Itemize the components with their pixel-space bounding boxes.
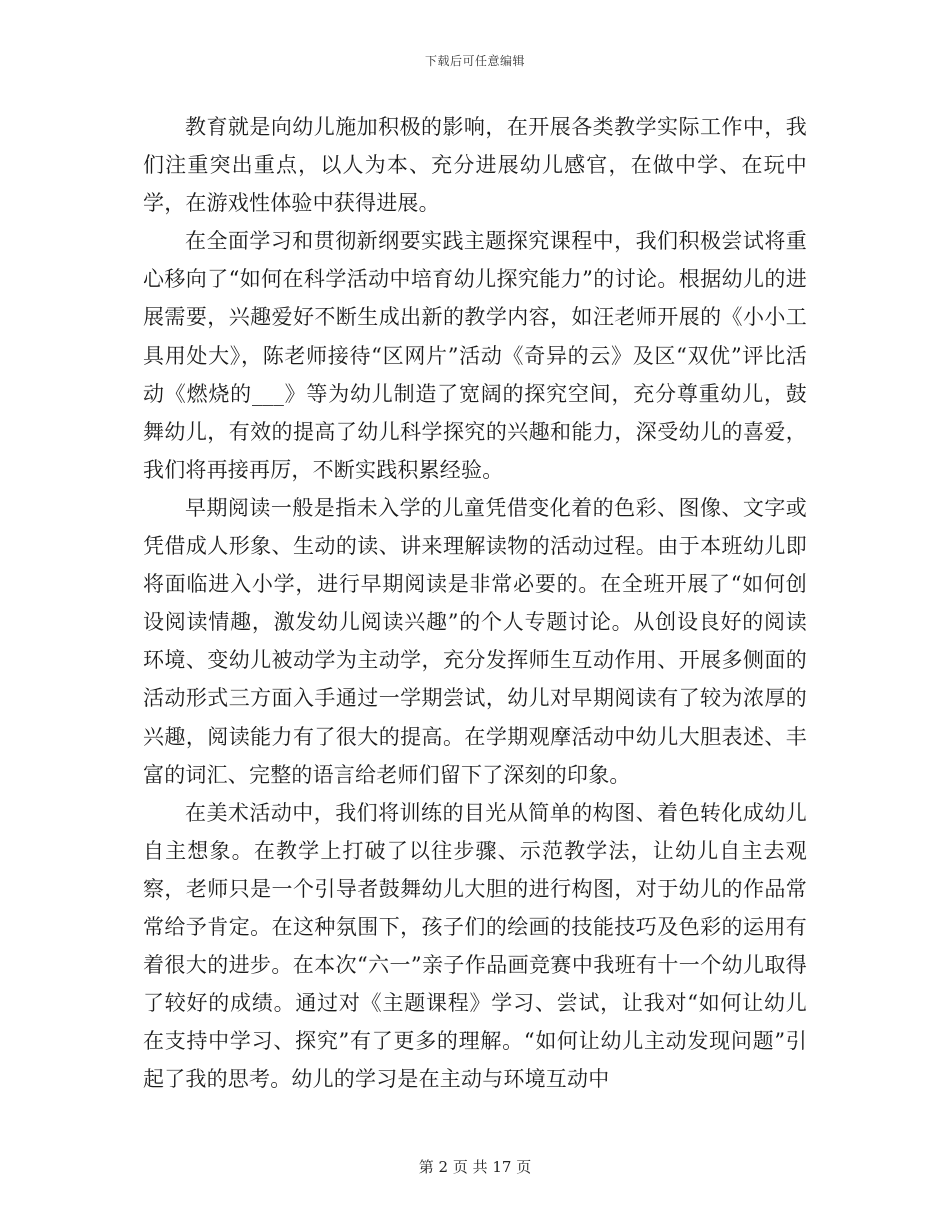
paragraph-art-activities: 在美术活动中，我们将训练的目光从简单的构图、着色转化成幼儿自主想象。在教学上打破了以往步骤、示范教学法，让幼儿自主去观察，老师只是一个引导者鼓舞幼儿大胆的进行构图，对于幼儿的作品常常给予肯定。在这种氛围下，孩子们的绘画的技能技巧及色彩的运用有着很大的进步。在本次“六一”亲子作品画竞赛中我班有十一个幼儿取得了较好的成绩。通过对《主题课程》学习、尝试，让我对“如何让幼儿在支持中学习、探究”有了更多的理解。“如何让幼儿主动发现问题”引起了我的思考。幼儿的学习是在主动与环境互动中 (143, 800, 807, 1092)
page-header-note: 下载后可任意编辑 (424, 54, 525, 68)
page-number: 第 2 页 共 17 页 (418, 1158, 532, 1176)
paragraph-education-influence: 教育就是向幼儿施加积极的影响，在开展各类教学实际工作中，我们注重突出重点，以人为本、充分进展幼儿感官，在做中学、在玩中学，在游戏性体验中获得进展。 (143, 115, 807, 216)
paragraph-science-exploration: 在全面学习和贯彻新纲要实践主题探究课程中，我们积极尝试将重心移向了“如何在科学活动中培育幼儿探究能力”的讨论。根据幼儿的进展需要，兴趣爱好不断生成出新的教学内容，如汪老师开展的《小小工具用处大》，陈老师接待“区网片”活动《奇异的云》及区“双优”评比活动《燃烧的___》等为幼儿制造了宽阔的探究空间，充分尊重幼儿，鼓舞幼儿，有效的提高了幼儿科学探究的兴趣和能力，深受幼儿的喜爱，我们将再接再厉，不断实践积累经验。 (143, 229, 807, 482)
document-body (143, 108, 807, 1098)
paragraph-early-reading: 早期阅读一般是指未入学的儿童凭借变化着的色彩、图像、文字或凭借成人形象、生动的读、讲来理解读物的活动过程。由于本班幼儿即将面临进入小学，进行早期阅读是非常必要的。在全班开展了“如何创设阅读情趣，激发幼儿阅读兴趣”的个人专题讨论。从创设良好的阅读环境、变幼儿被动学为主动学，充分发挥师生互动作用、开展多侧面的活动形式三方面入手通过一学期尝试，幼儿对早期阅读有了较为浓厚的兴趣，阅读能力有了很大的提高。在学期观摩活动中幼儿大胆表述、丰富的词汇、完整的语言给老师们留下了深刻的印象。 (143, 495, 807, 787)
